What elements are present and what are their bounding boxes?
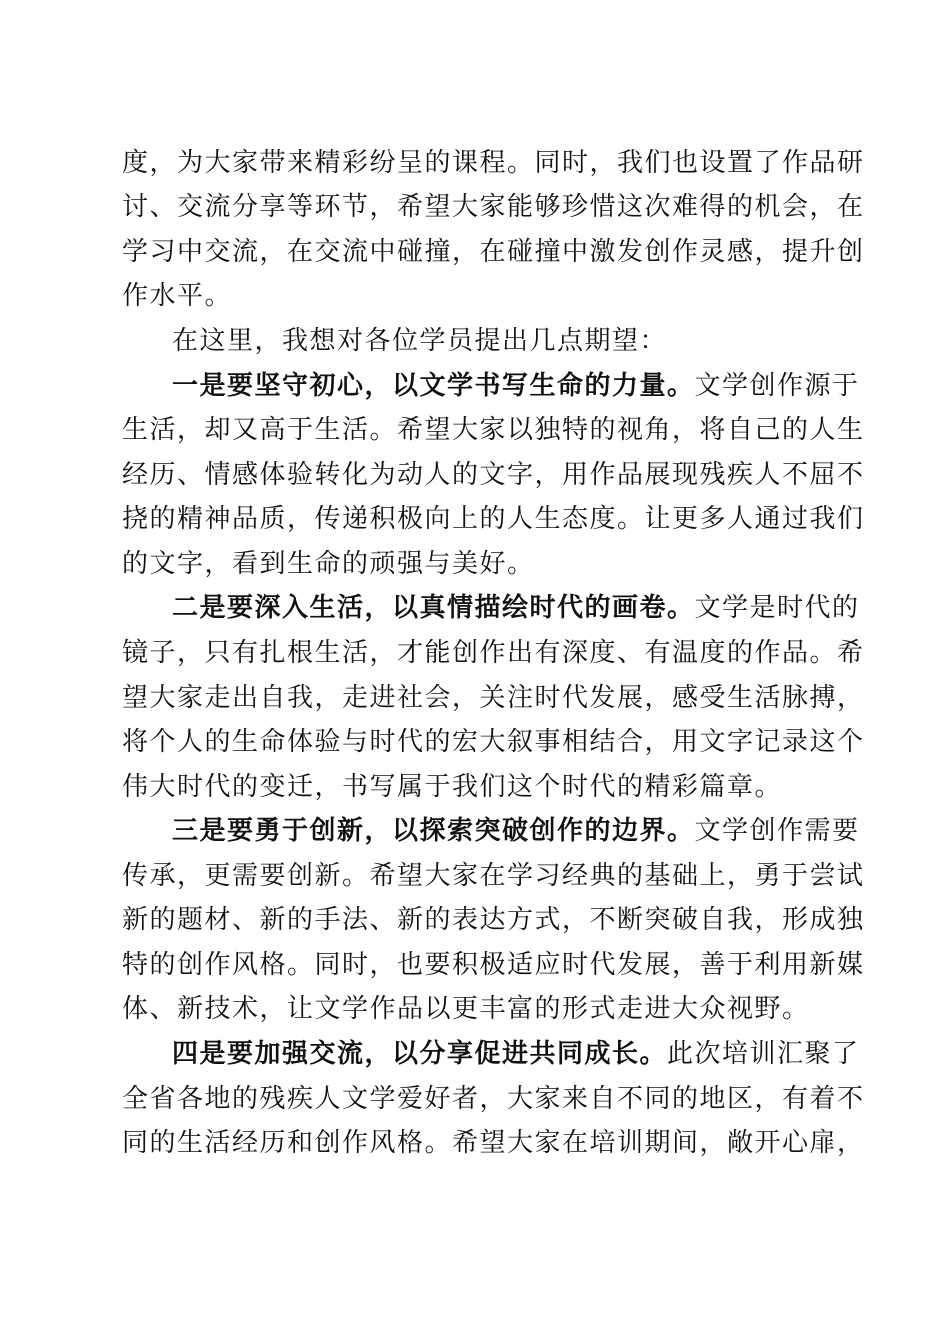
line-text: 新的题材、新的手法、新的表达方式，不断突破自我，形成独 <box>122 905 865 935</box>
line-text: 望大家走出自我，走进社会，关注时代发展，感受生活脉搏， <box>122 683 865 713</box>
text-line <box>122 230 865 274</box>
line-text: 体、新技术，让文学作品以更丰富的形式走进大众视野。 <box>122 994 810 1024</box>
text-line <box>122 497 865 541</box>
text-line <box>172 319 667 363</box>
text-line <box>122 898 865 942</box>
line-text: 将个人的生命体验与时代的宏大叙事相结合，用文字记录这个 <box>122 727 865 757</box>
text-line <box>122 1121 865 1165</box>
line-text: 作水平。 <box>122 281 233 311</box>
text-line <box>122 141 865 185</box>
line-text: 伟大时代的变迁，书写属于我们这个时代的精彩篇章。 <box>122 772 783 802</box>
text-line <box>122 676 865 720</box>
line-text: 学习中交流，在交流中碰撞，在碰撞中激发创作灵感，提升创 <box>122 237 865 267</box>
text-line <box>122 765 782 809</box>
line-text: 文学创作源于 <box>694 371 860 401</box>
text-line <box>122 185 865 229</box>
point-two-heading-line <box>172 586 860 630</box>
line-text: 文学创作需要 <box>694 816 860 846</box>
text-line <box>122 943 865 987</box>
line-text: 特的创作风格。同时，也要积极适应时代发展，善于利用新媒 <box>122 950 865 980</box>
text-line <box>122 542 535 586</box>
line-text: 挠的精神品质，传递积极向上的人生态度。让更多人通过我们 <box>122 504 865 534</box>
point-four-heading-line <box>172 1032 860 1076</box>
text-line <box>122 408 865 452</box>
text-line <box>122 987 810 1031</box>
line-text: 文学是时代的 <box>694 593 860 623</box>
line-text: 传承，更需要创新。希望大家在学习经典的基础上，勇于尝试 <box>122 861 865 891</box>
point-one-heading: 一是要坚守初心，以文学书写生命的力量。 <box>172 371 695 401</box>
text-line <box>122 1077 865 1121</box>
line-text: 的文字，看到生命的顽强与美好。 <box>122 549 535 579</box>
line-text: 经历、情感体验转化为动人的文字，用作品展现残疾人不屈不 <box>122 460 865 490</box>
point-two-heading: 二是要深入生活，以真情描绘时代的画卷。 <box>172 593 695 623</box>
point-three-heading-line <box>172 809 860 853</box>
line-text: 在这里，我想对各位学员提出几点期望： <box>172 326 668 356</box>
line-text: 同的生活经历和创作风格。希望大家在培训期间，敞开心扉， <box>122 1128 865 1158</box>
line-text: 镜子，只有扎根生活，才能创作出有深度、有温度的作品。希 <box>122 638 865 668</box>
text-line <box>122 854 865 898</box>
text-line <box>122 720 865 764</box>
line-text: 此次培训汇聚了 <box>667 1039 860 1069</box>
text-line <box>122 274 232 318</box>
line-text: 生活，却又高于生活。希望大家以独特的视角，将自己的人生 <box>122 415 865 445</box>
text-line <box>122 453 865 497</box>
line-text: 讨、交流分享等环节，希望大家能够珍惜这次难得的机会，在 <box>122 192 865 222</box>
line-text: 度，为大家带来精彩纷呈的课程。同时，我们也设置了作品研 <box>122 148 865 178</box>
point-one-heading-line <box>172 364 860 408</box>
text-line <box>122 631 865 675</box>
line-text: 全省各地的残疾人文学爱好者，大家来自不同的地区，有着不 <box>122 1084 865 1114</box>
point-three-heading: 三是要勇于创新，以探索突破创作的边界。 <box>172 816 695 846</box>
point-four-heading: 四是要加强交流，以分享促进共同成长。 <box>172 1039 668 1069</box>
